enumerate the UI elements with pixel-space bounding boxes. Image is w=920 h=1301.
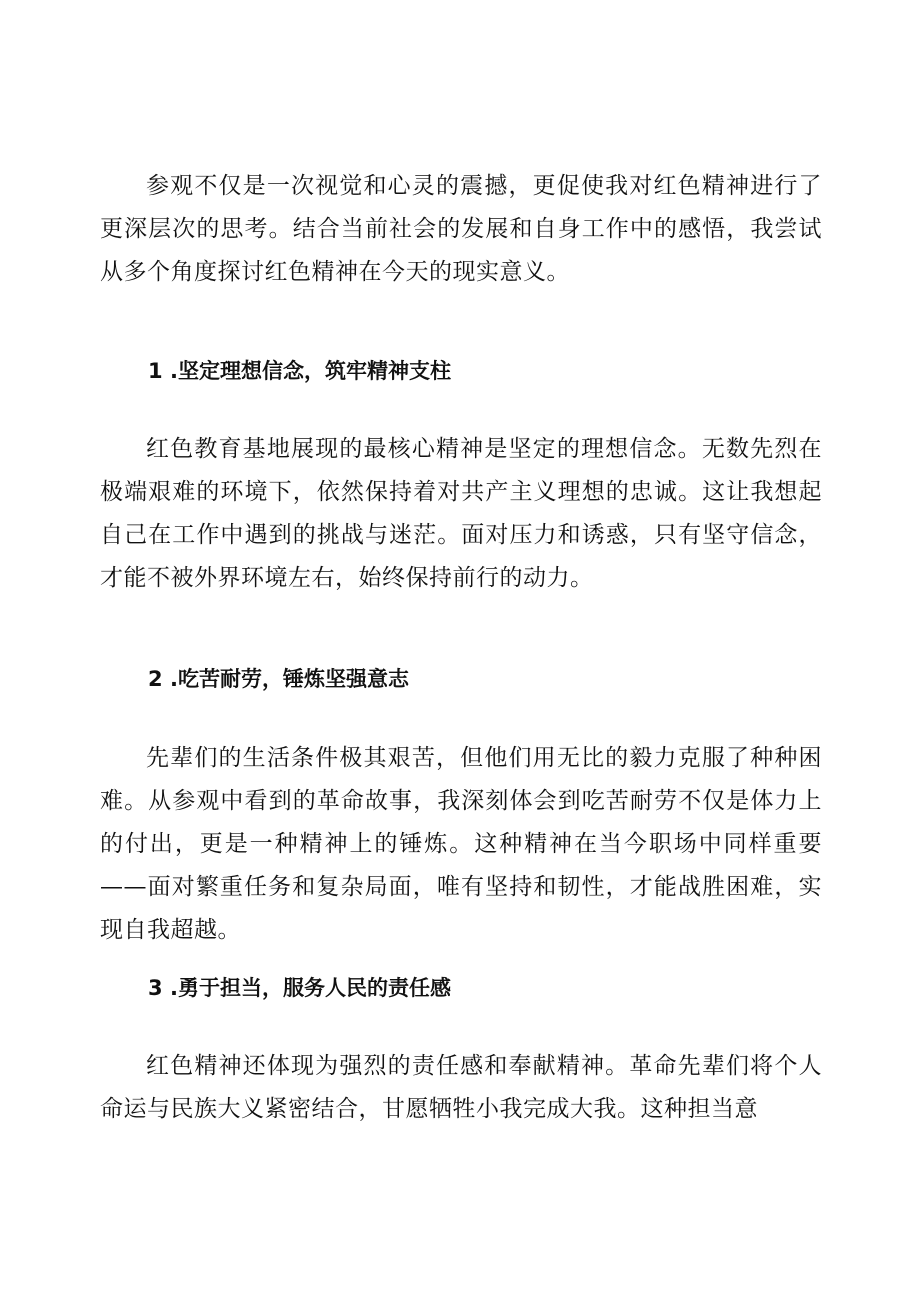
section-title: .坚定理想信念，筑牢精神支柱: [170, 359, 451, 383]
section-2-paragraph: 先辈们的生活条件极其艰苦，但他们用无比的毅力克服了种种困难。从参观中看到的革命故事，我深刻体会到吃苦耐劳不仅是体力上的付出，更是一种精神上的锤炼。这种精神在当今职场中同样重要——面对繁重任务和复杂局面，唯有坚持和韧性，才能战胜困难，实现自我超越。: [100, 745, 822, 943]
section-1-paragraph: 红色教育基地展现的最核心精神是坚定的理想信念。无数先烈在极端艰难的环境下，依然保持着对共产主义理想的忠诚。这让我想起自己在工作中遇到的挑战与迷茫。面对压力和诱惑，只有坚守信念，才能不被外界环境左右，始终保持前行的动力。: [100, 436, 822, 591]
intro-paragraph: 参观不仅是一次视觉和心灵的震撼，更促使我对红色精神进行了更深层次的思考。结合当前社会的发展和自身工作中的感悟，我尝试从多个角度探讨红色精神在今天的现实意义。: [100, 173, 822, 285]
section-number: 3: [148, 976, 163, 1000]
section-heading-3: [148, 973, 451, 1003]
section-number: 2: [148, 667, 163, 691]
section-heading-2: [148, 664, 409, 694]
section-3-paragraph: 红色精神还体现为强烈的责任感和奉献精神。革命先辈们将个人命运与民族大义紧密结合，甘愿牺牲小我完成大我。这种担当意: [100, 1053, 822, 1122]
section-heading-1: [148, 356, 451, 386]
section-title: .勇于担当，服务人民的责任感: [170, 976, 451, 1000]
section-title: .吃苦耐劳，锤炼坚强意志: [170, 667, 409, 691]
section-number: 1: [148, 359, 163, 383]
